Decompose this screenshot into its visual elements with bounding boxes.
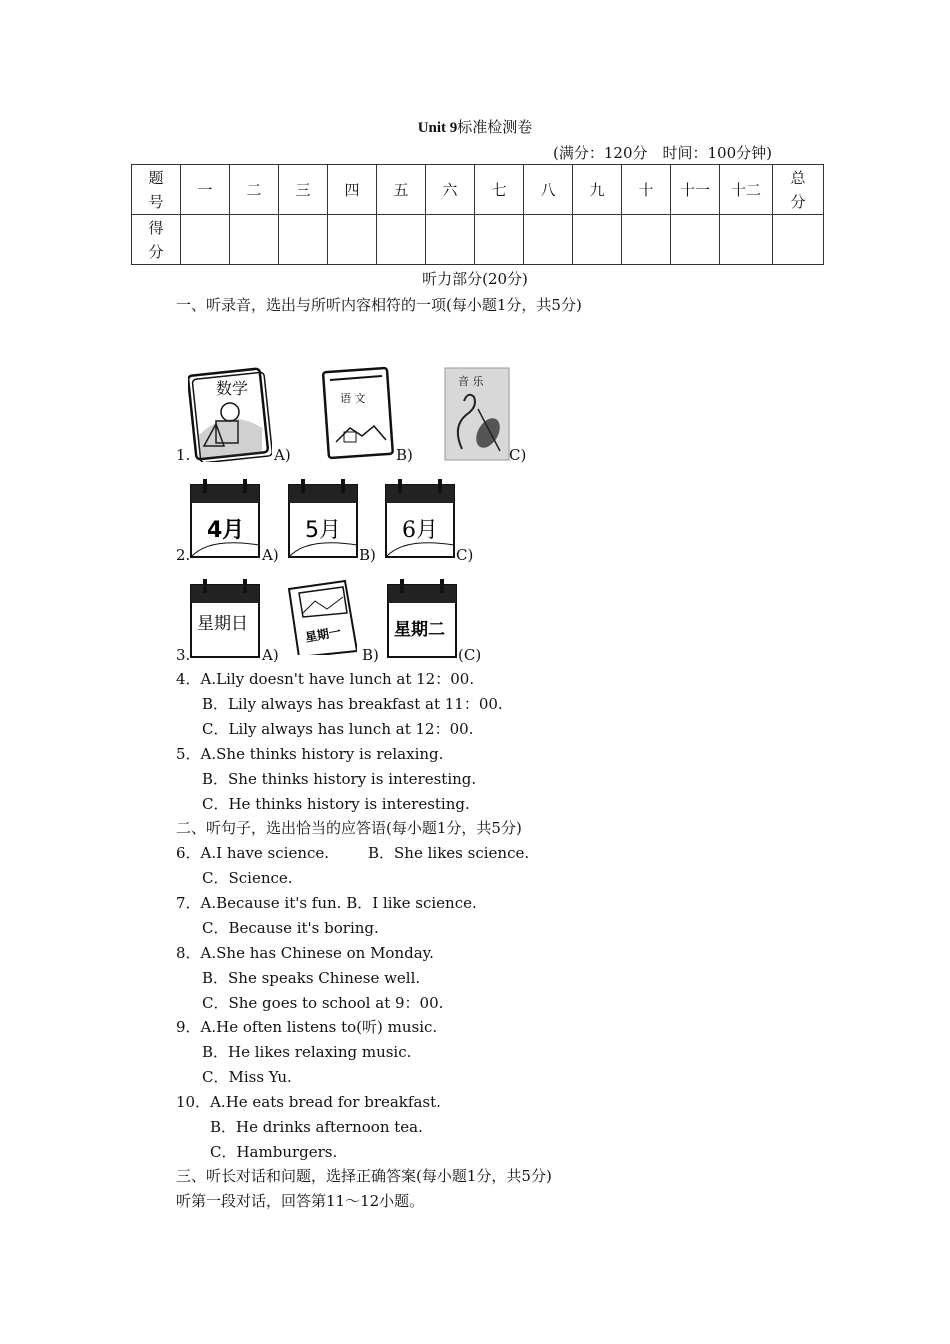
table-header-cell: 九 bbox=[573, 165, 622, 215]
table-header-cell: 五 bbox=[377, 165, 426, 215]
option-text[interactable]: 7．A.Because it's fun. B．I like science. bbox=[176, 894, 477, 912]
option-label[interactable]: (C) bbox=[458, 646, 482, 664]
option-text[interactable]: B．He drinks afternoon tea. bbox=[210, 1118, 423, 1136]
score-cell[interactable] bbox=[622, 215, 671, 265]
table-header-cell: 七 bbox=[475, 165, 524, 215]
option-text[interactable]: B．She likes science. bbox=[368, 844, 530, 862]
table-header-cell: 八 bbox=[524, 165, 573, 215]
table-header-cell: 十二 bbox=[720, 165, 773, 215]
score-cell[interactable] bbox=[573, 215, 622, 265]
option-label[interactable]: A) bbox=[274, 446, 291, 464]
option-text[interactable]: 9．A.He often listens to(听) music. bbox=[176, 1018, 438, 1036]
table-header-cell: 四 bbox=[328, 165, 377, 215]
part2-title: 二、听句子，选出恰当的应答语(每小题1分，共5分) bbox=[176, 819, 522, 837]
calendar-month: 6月 bbox=[402, 518, 438, 543]
option-text[interactable]: B．He likes relaxing music. bbox=[202, 1043, 412, 1061]
option-label[interactable]: C) bbox=[509, 446, 527, 464]
score-cell[interactable] bbox=[720, 215, 773, 265]
score-table bbox=[131, 164, 824, 265]
calendar-day: 星期一 bbox=[304, 624, 342, 645]
calendar-month: 4月 bbox=[207, 518, 245, 543]
math-book-icon bbox=[188, 366, 272, 462]
option-label[interactable]: A) bbox=[262, 646, 279, 664]
table-header-cell: 题 号 bbox=[132, 165, 181, 215]
option-text[interactable]: B．She thinks history is interesting. bbox=[202, 770, 477, 788]
score-cell[interactable] bbox=[426, 215, 475, 265]
score-cell[interactable] bbox=[475, 215, 524, 265]
option-text[interactable]: B．Lily always has breakfast at 11：00. bbox=[202, 695, 503, 713]
table-header-cell: 十一 bbox=[671, 165, 720, 215]
part3-note: 听第一段对话，回答第11～12小题。 bbox=[176, 1192, 425, 1210]
table-header-cell: 十 bbox=[622, 165, 671, 215]
option-text[interactable]: B．She speaks Chinese well. bbox=[202, 969, 421, 987]
calendar-icon bbox=[384, 477, 456, 559]
chinese-book-icon bbox=[322, 366, 396, 462]
score-cell[interactable] bbox=[181, 215, 230, 265]
score-cell[interactable] bbox=[328, 215, 377, 265]
table-header-cell: 三 bbox=[279, 165, 328, 215]
option-label[interactable]: B) bbox=[396, 446, 413, 464]
score-cell[interactable] bbox=[230, 215, 279, 265]
option-text[interactable]: 10．A.He eats bread for breakfast. bbox=[176, 1093, 441, 1111]
page-title: Unit 9标准检测卷 bbox=[417, 118, 533, 136]
option-text[interactable]: C．Science. bbox=[202, 869, 293, 887]
option-text[interactable]: C．Because it's boring. bbox=[202, 919, 379, 937]
option-text[interactable]: 6．A.I have science. bbox=[176, 844, 330, 862]
book-label: 语 文 bbox=[340, 392, 366, 405]
option-text[interactable]: C．Lily always has lunch at 12：00. bbox=[202, 720, 474, 738]
table-header-cell: 二 bbox=[230, 165, 279, 215]
music-book-icon bbox=[444, 367, 510, 461]
score-label-cell: 得 分 bbox=[132, 215, 181, 265]
option-text[interactable]: C．Miss Yu. bbox=[202, 1068, 292, 1086]
option-text[interactable]: 8．A.She has Chinese on Monday. bbox=[176, 944, 434, 962]
part1-title: 一、听录音，选出与所听内容相符的一项(每小题1分，共5分) bbox=[176, 296, 582, 314]
calendar-month: 5月 bbox=[305, 518, 341, 543]
score-cell[interactable] bbox=[671, 215, 720, 265]
question-number: 2. bbox=[176, 546, 191, 564]
calendar-icon bbox=[386, 577, 458, 659]
calendar-icon bbox=[189, 477, 261, 559]
book-label: 数学 bbox=[216, 379, 249, 398]
exam-meta: (满分：120分 时间：100分钟) bbox=[553, 144, 772, 162]
calendar-icon bbox=[285, 573, 357, 655]
question-number: 1. bbox=[176, 446, 191, 464]
calendar-icon bbox=[189, 577, 261, 659]
calendar-day: 星期二 bbox=[394, 620, 445, 640]
question-number: 3. bbox=[176, 646, 191, 664]
book-label: 音 乐 bbox=[458, 375, 484, 388]
option-text[interactable]: C．She goes to school at 9：00. bbox=[202, 994, 444, 1012]
option-label[interactable]: B) bbox=[359, 546, 376, 564]
listening-heading: 听力部分(20分) bbox=[422, 270, 528, 288]
option-text[interactable]: C．He thinks history is interesting. bbox=[202, 795, 470, 813]
table-header-cell: 六 bbox=[426, 165, 475, 215]
score-cell[interactable] bbox=[377, 215, 426, 265]
option-text[interactable]: 4．A.Lily doesn't have lunch at 12：00. bbox=[176, 670, 475, 688]
option-label[interactable]: C) bbox=[456, 546, 474, 564]
table-header-cell: 总 分 bbox=[773, 165, 824, 215]
part3-title: 三、听长对话和问题，选择正确答案(每小题1分，共5分) bbox=[176, 1167, 552, 1185]
option-label[interactable]: B) bbox=[362, 646, 379, 664]
option-text[interactable]: C．Hamburgers. bbox=[210, 1143, 338, 1161]
option-text[interactable]: 5．A.She thinks history is relaxing. bbox=[176, 745, 444, 763]
score-cell[interactable] bbox=[524, 215, 573, 265]
table-header-cell: 一 bbox=[181, 165, 230, 215]
score-cell[interactable] bbox=[773, 215, 824, 265]
option-label[interactable]: A) bbox=[262, 546, 279, 564]
score-cell[interactable] bbox=[279, 215, 328, 265]
calendar-icon bbox=[287, 477, 359, 559]
calendar-day: 星期日 bbox=[197, 614, 248, 634]
